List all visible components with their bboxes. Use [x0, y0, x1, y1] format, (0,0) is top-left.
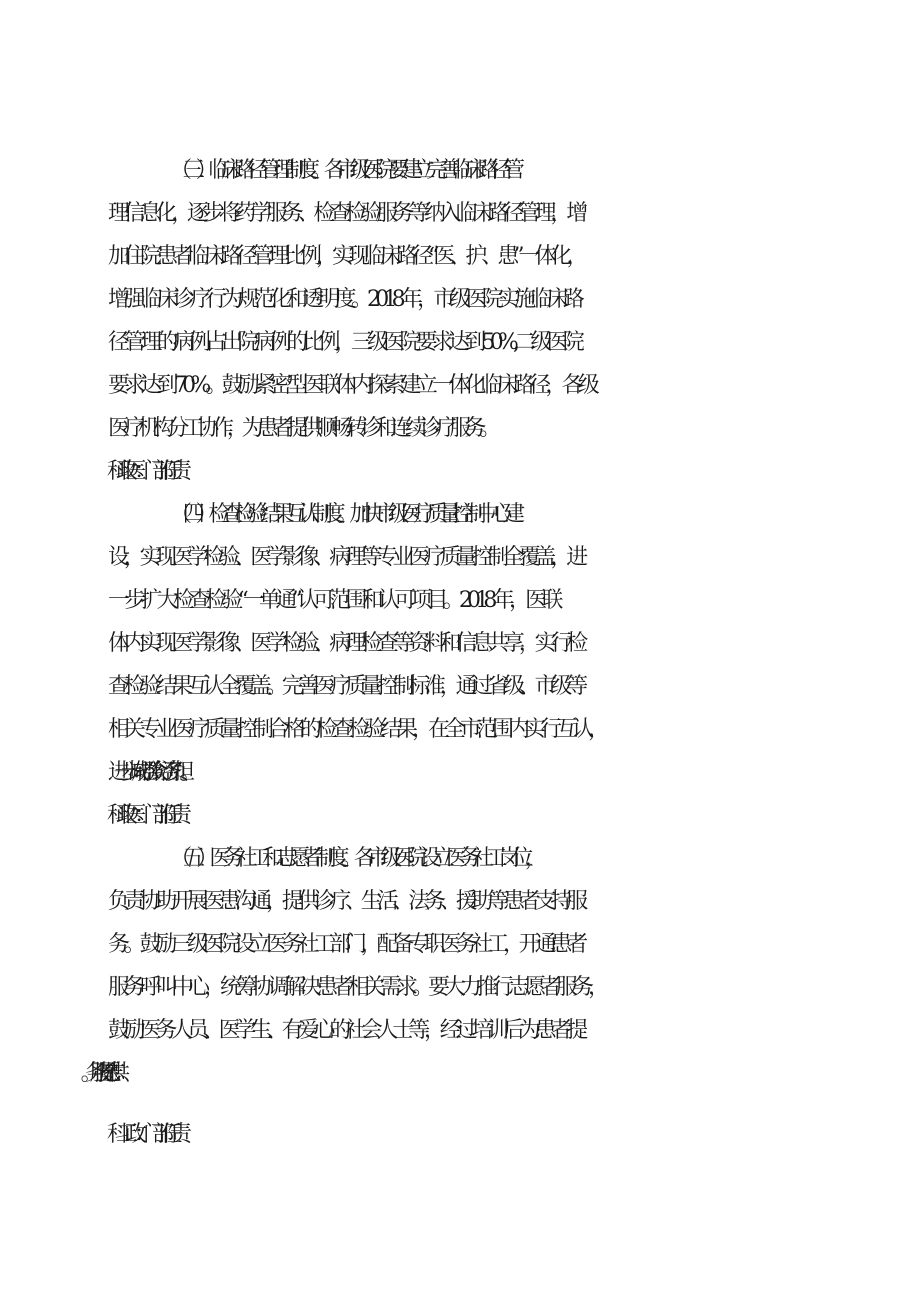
section-4-line-1: （四）检查检验结果互认制度。加快市级医疗质量控制中心建 [170, 502, 516, 527]
section-3-responsible-dept [0, 454, 920, 490]
section-3-line-4: 增强临床诊疗行为规范化和透明度。2018 年，市级医院实施临床路 [108, 287, 580, 312]
section-3-line-6: 要求达到 70%。鼓励紧密型医联体内探索建立一体化临床路径，各级 [108, 373, 594, 398]
section-4-responsible-dept [0, 798, 920, 834]
section-3-line-5: 径管理的病例占出院病例的比例，三级医院要求达到 50%,二级医院 [108, 330, 579, 355]
section-3-line-1: （三）临床路径管理制度。各市级医院要建立完善临床路径管 [170, 158, 516, 183]
section-4-line-3: 一步扩大检查检验“一单通”认可范围和认可项目。2018 年，医联 [108, 588, 558, 613]
section-5-line-3: 务。鼓励三级医院设立医务社工部门，配备专职医务社工，开通患者 [108, 932, 583, 957]
section-5-line-6 [0, 1056, 920, 1092]
section-5-line-1: （五）医务社工和志愿者制度。各市级医院设立医务社工岗位， [170, 846, 538, 871]
section-3-line-7: 医疗机构分工协作，为患者提供顺畅转诊和连续诊疗服务。 [108, 416, 495, 441]
section-5-responsible-dept [0, 1117, 920, 1153]
section-4-line-2: 设，实现医学检验、医学影像、病理等专业医疗质量控制全覆盖，进 [108, 545, 583, 570]
section-4-line-4: 体内实现医学影像、医学检验、病理检查等资料和信息共享，实行检 [108, 631, 583, 656]
section-5-line-5: 鼓励医务人员、医学生、有爱心的社会人士等，经过培训后为患者提 [108, 1018, 583, 1043]
section-3-line-3: 加住院患者临床路径管理比例，实现临床路径“医、护、患”一体化， [108, 244, 583, 269]
section-4-line-6: 相关专业医疗质量控制合格的检查检验结果，在全市范围内实行互认， [108, 717, 605, 742]
section-4-line-7: 进一步减轻群众经济负担。 [108, 760, 187, 785]
section-4-line-5: 查检验结果互认全覆盖。完善医疗质量控制标准，通过省级、市级等 [108, 674, 583, 699]
section-5-line-2: 负责协助开展医患沟通，提供诊疗、生活、法务、援助等患者支持服 [108, 889, 583, 914]
section-5-line-4: 服务呼叫中心，统筹协调解决患者相关需求。要大力推行志愿者服务， [108, 975, 605, 1000]
section-3-line-2: 理信息化，逐步将药学服务、检查检验服务等纳入临床路径管理，增 [108, 201, 583, 226]
